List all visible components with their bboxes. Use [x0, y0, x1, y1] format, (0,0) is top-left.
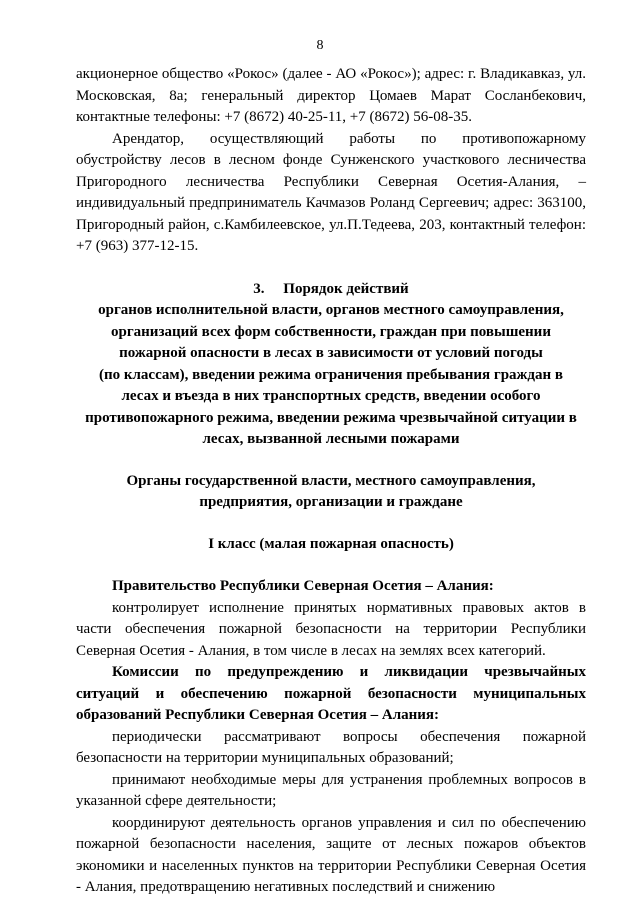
page-number: 8: [316, 38, 324, 53]
section-heading-first-line: [76, 279, 586, 301]
section-heading-line: организаций всех форм собственности, граждан при повышении: [111, 323, 551, 340]
section-heading: [76, 279, 586, 451]
government-title: Правительство Республики Северная Осетия – Алания:: [112, 578, 494, 594]
commissions-item: принимают необходимые меры для устранения проблемных вопросов в указанной сфере деятельности;: [76, 771, 586, 809]
section-heading-line: органов исполнительной власти, органов местного самоуправления,: [98, 302, 564, 318]
commissions-title: Комиссии по предупреждению и ликвидации чрезвычайных ситуаций и обеспечению пожарной безопасности муниципальных образований Республики Северная Осетия – Алания:: [76, 664, 586, 723]
government-text: контролирует исполнение принятых нормативных правовых актов в части обеспечения пожарной безопасности на территории Республики Северная Осетия - Алания, в том числе в лесах на землях всех категорий.: [76, 599, 586, 659]
section-heading-line: лесах, вызванной лесными пожарами: [202, 431, 460, 447]
paragraph-company-info: акционерное общество «Рокос» (далее - АО «Рокос»); адрес: г. Владикавказ, ул. Московская, 8а; генеральный директор Цомаев Марат Сосланбекович, контактные телефоны: +7 (8672) 40-25-11, +7 (8672) 56-08-35.: [76, 66, 586, 125]
organizations-subheading: [76, 471, 586, 514]
subheading-line: Органы государственной власти, местного самоуправления,: [126, 472, 536, 489]
section-heading-line: лесах и въезда в них транспортных средств, введении особого: [121, 388, 541, 404]
commissions-item: периодически рассматривают вопросы обеспечения пожарной безопасности на территории муниципальных образований;: [76, 728, 586, 766]
commissions-item: координируют деятельность органов управления и сил по обеспечению пожарной безопасности населения, защите от лесных пожаров объектов экономики и населенных пунктов на территории Республики Северная Осетия - Алания, предотвращению негативных последствий и снижению: [76, 814, 586, 895]
section-heading-line: пожарной опасности в лесах в зависимости от условий погоды: [119, 345, 543, 361]
section-title-first: Порядок действий: [283, 280, 409, 297]
section-number: 3.: [253, 280, 265, 297]
subheading-line: предприятия, организации и граждане: [199, 494, 463, 510]
section-heading-line: противопожарного режима, введении режима чрезвычайной ситуации в: [85, 409, 577, 426]
fire-class-title: I класс (малая пожарная опасность): [208, 535, 454, 552]
document-body: [76, 64, 586, 899]
paragraph-tenant-info: Арендатор, осуществляющий работы по противопожарному обустройству лесов в лесном фонде Сунженского участкового лесничества Пригородного лесничества Республики Северная Осетия-Алания, – индивидуальный предприниматель Качмазов Роланд Сергеевич; адрес: 363100, Пригородный район, с.Камбилеевское, ул.П.Тедеева, 203, контактный телефон: +7 (963) 377-12-15.: [76, 130, 586, 254]
section-heading-line: (по классам), введении режима ограничения пребывания граждан в: [98, 366, 564, 383]
